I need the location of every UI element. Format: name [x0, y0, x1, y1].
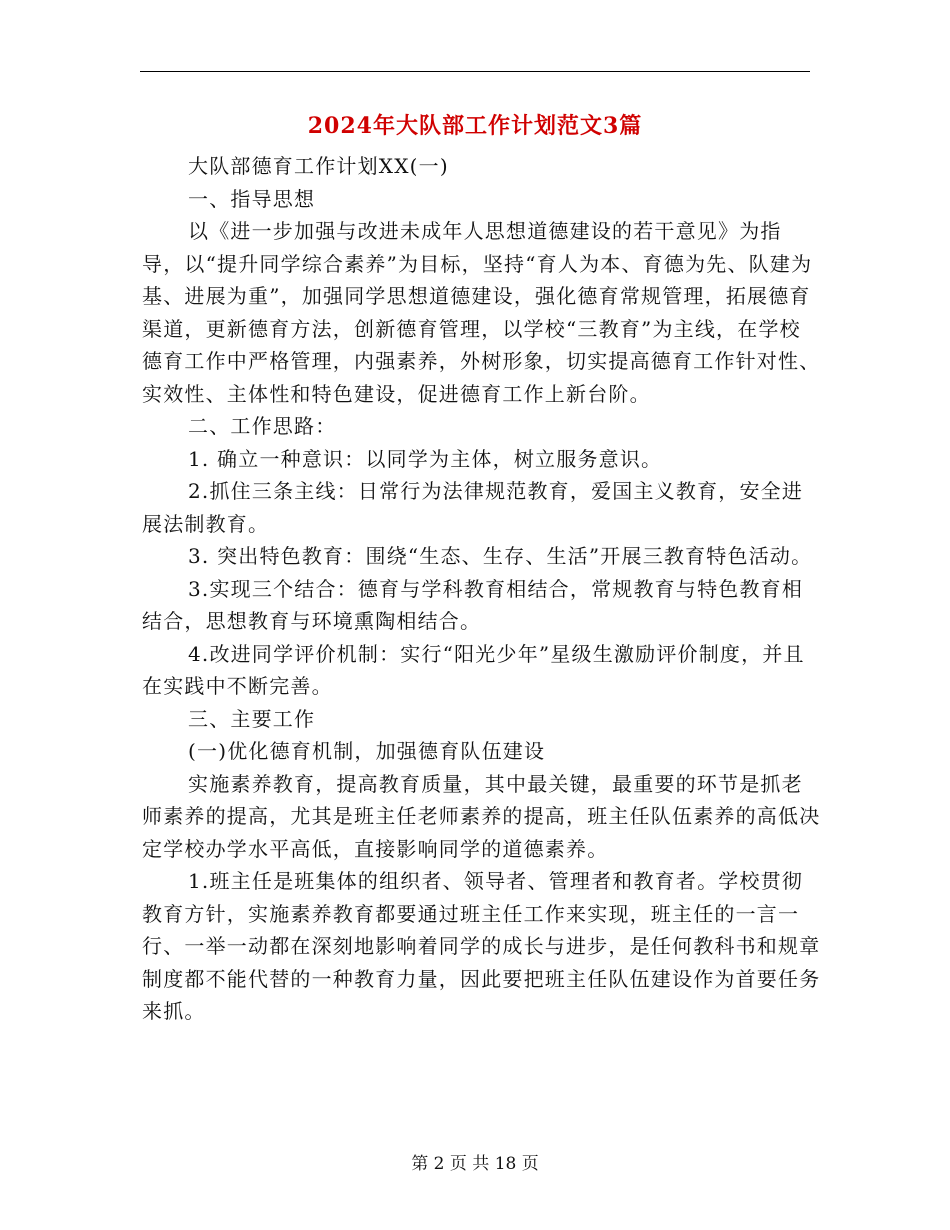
list-item-feature-education: 3. 突出特色教育：围绕“生态、生存、生活”开展三教育特色活动。 [188, 544, 813, 568]
heading-work-approach: 二、工作思路： [188, 414, 337, 438]
paragraph-guiding-ideology: 以《进一步加强与改进未成年人思想道德建设的若干意见》为指导，以“提升同学综合素养”为目标，坚持“育人为本、育德为先、队建为基、进展为重”，加强同学思想道德建设，强化德育常规管理，拓展德育渠道，更新德育方法，创新德育管理，以学校“三教育”为主线，在学校德育工作中严格管理，内强素养，外树形象，切实提高德育工作针对性、实效性、主体性和特色建设，促进德育工作上新台阶。 [142, 219, 821, 406]
heading-main-work: 三、主要工作 [188, 706, 316, 731]
page-number-footer: 第 2 页 共 18 页 [411, 1154, 539, 1174]
header-rule [140, 71, 810, 72]
section-heading-plan: 大队部德育工作计划XX(一) [188, 154, 449, 178]
document-body [142, 150, 822, 1028]
document-title: 2024年大队部工作计划范文3篇 [307, 113, 643, 139]
list-item-three-combinations: 3.实现三个结合：德育与学科教育相结合，常规教育与特色教育相结合，思想教育与环境熏陶相结合。 [142, 576, 804, 633]
paragraph-head-teacher: 1.班主任是班集体的组织者、领导者、管理者和教育者。学校贯彻教育方针，实施素养教育都要通过班主任工作来实现，班主任的一言一行、一举一动都在深刻地影响着同学的成长与进步，是任何教科书和规章制度都不能代替的一种教育力量，因此要把班主任队伍建设作为首要任务来抓。 [142, 869, 821, 1023]
list-item-three-main-lines: 2.抓住三条主线：日常行为法律规范教育，爱国主义教育，安全进展法制教育。 [142, 479, 804, 536]
list-item-evaluation-mechanism: 4.改进同学评价机制：实行“阳光少年”星级生激励评价制度，并且在实践中不断完善。 [142, 641, 805, 698]
heading-guiding-ideology: 一、指导思想 [188, 186, 316, 211]
paragraph-quality-education: 实施素养教育，提高教育质量，其中最关键，最重要的环节是抓老师素养的提高，尤其是班主任老师素养的提高，班主任队伍素养的高低决定学校办学水平高低，直接影响同学的道德素养。 [142, 771, 821, 861]
subheading-optimize-mechanism: (一)优化德育机制，加强德育队伍建设 [188, 739, 546, 763]
list-item-awareness: 1. 确立一种意识：以同学为主体，树立服务意识。 [188, 446, 663, 471]
